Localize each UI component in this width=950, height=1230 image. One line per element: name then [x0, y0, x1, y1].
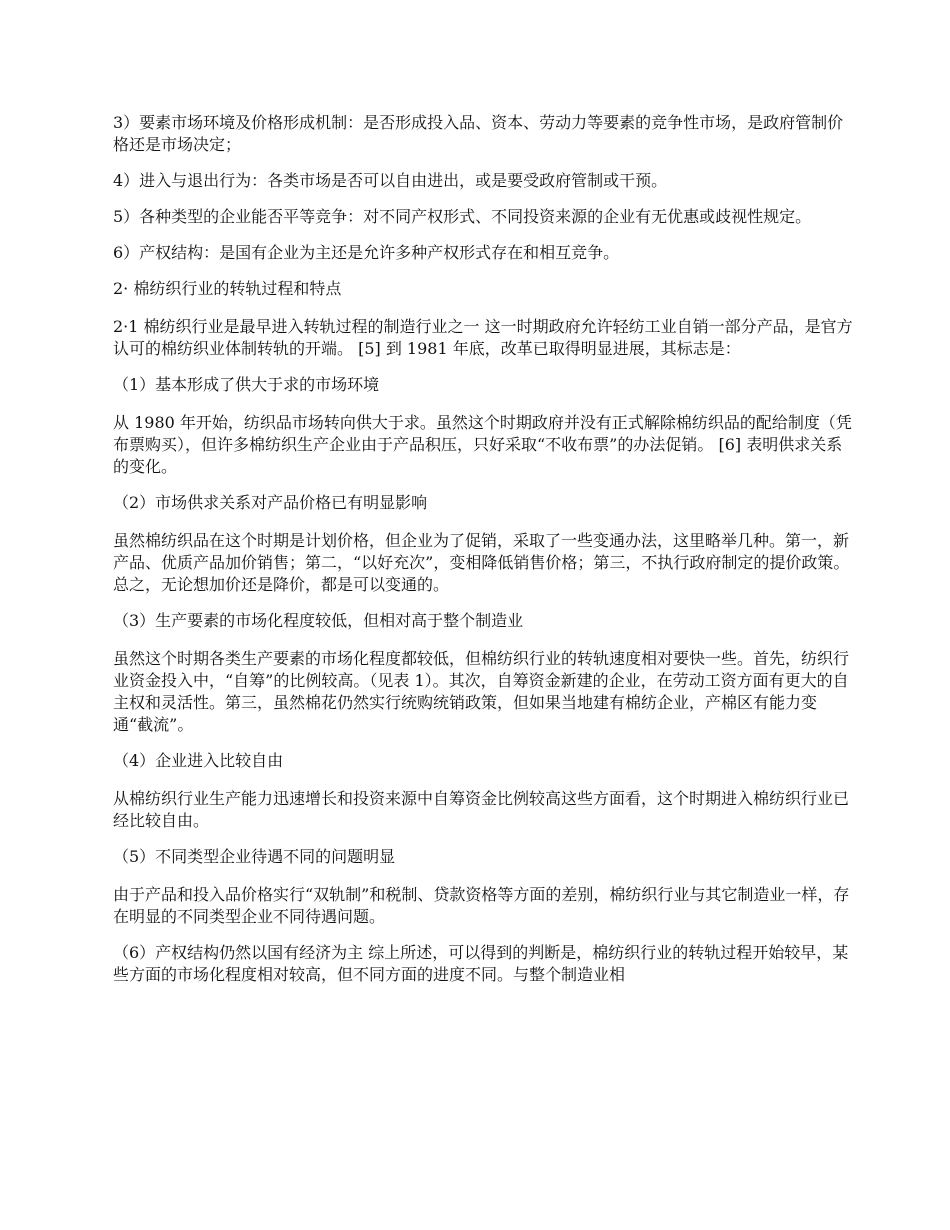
document-body: [113, 112, 853, 1000]
paragraph-supply-demand: 从 1980 年开始，纺织品市场转向供大于求。虽然这个时期政府并没有正式解除棉纺织品的配给制度（凭布票购买），但许多棉纺织生产企业由于产品积压，只好采取“不收布票”的办法促销。 [6] 表明供求关系的变化。: [113, 413, 852, 476]
paragraph-equal-competition: 5）各种类型的企业能否平等竞争：对不同产权形式、不同投资来源的企业有无优惠或歧视性规定。: [113, 207, 812, 226]
paragraph-property-structure: 6）产权结构：是国有企业为主还是允许多种产权形式存在和相互竞争。: [113, 243, 620, 262]
paragraph-state-ownership: （6）产权结构仍然以国有经济为主 综上所述，可以得到的判断是，棉纺织行业的转轨过程开始较早，某些方面的市场化程度相对较高，但不同方面的进度不同。与整个制造业相: [113, 943, 849, 984]
subheading-4: （4）企业进入比较自由: [113, 751, 284, 770]
paragraph-factor-market: 3）要素市场环境及价格形成机制：是否形成投入品、资本、劳动力等要素的竞争性市场，是政府管制价格还是市场决定；: [113, 113, 844, 154]
subheading-5: （5）不同类型企业待遇不同的问题明显: [113, 847, 396, 866]
paragraph-entry-exit: 4）进入与退出行为：各类市场是否可以自由进出，或是要受政府管制或干预。: [113, 171, 668, 190]
section-heading: 2· 棉纺织行业的转轨过程和特点: [113, 279, 342, 298]
paragraph-factor-marketization: 虽然这个时期各类生产要素的市场化程度都较低，但棉纺织行业的转轨速度相对要快一些。首先，纺织行业资金投入中，“自筹”的比例较高。（见表 1）。其次，自筹资金新建的企业，在劳动工资方面有更大的自主权和灵活性。第三，虽然棉花仍然实行统购统销政策，但如果当地建有棉纺企业，产棉区有能力变通“截流”。: [113, 649, 850, 734]
subheading-1: （1）基本形成了供大于求的市场环境: [113, 375, 380, 394]
subheading-3: （3）生产要素的市场化程度较低，但相对高于整个制造业: [113, 611, 524, 630]
paragraph-unequal-treatment: 由于产品和投入品价格实行“双轨制”和税制、贷款资格等方面的差别，棉纺织行业与其它制造业一样，存在明显的不同类型企业不同待遇问题。: [113, 885, 850, 926]
subheading-2: （2）市场供求关系对产品价格已有明显影响: [113, 493, 428, 512]
paragraph-transition-start: 2·1 棉纺织行业是最早进入转轨过程的制造行业之一 这一时期政府允许轻纺工业自销一部分产品，是官方认可的棉纺织业体制转轨的开端。 [5] 到 1981 年底，改革已取得明显进展，其标志是：: [113, 317, 853, 358]
paragraph-price-influence: 虽然棉纺织品在这个时期是计划价格，但企业为了促销，采取了一些变通办法，这里略举几种。第一，新产品、优质产品加价销售；第二，“以好充次”，变相降低销售价格；第三，不执行政府制定的提价政策。总之，无论想加价还是降价，都是可以变通的。: [113, 531, 850, 594]
paragraph-entry-freedom: 从棉纺织行业生产能力迅速增长和投资来源中自筹资金比例较高这些方面看，这个时期进入棉纺织行业已经比较自由。: [113, 789, 850, 830]
